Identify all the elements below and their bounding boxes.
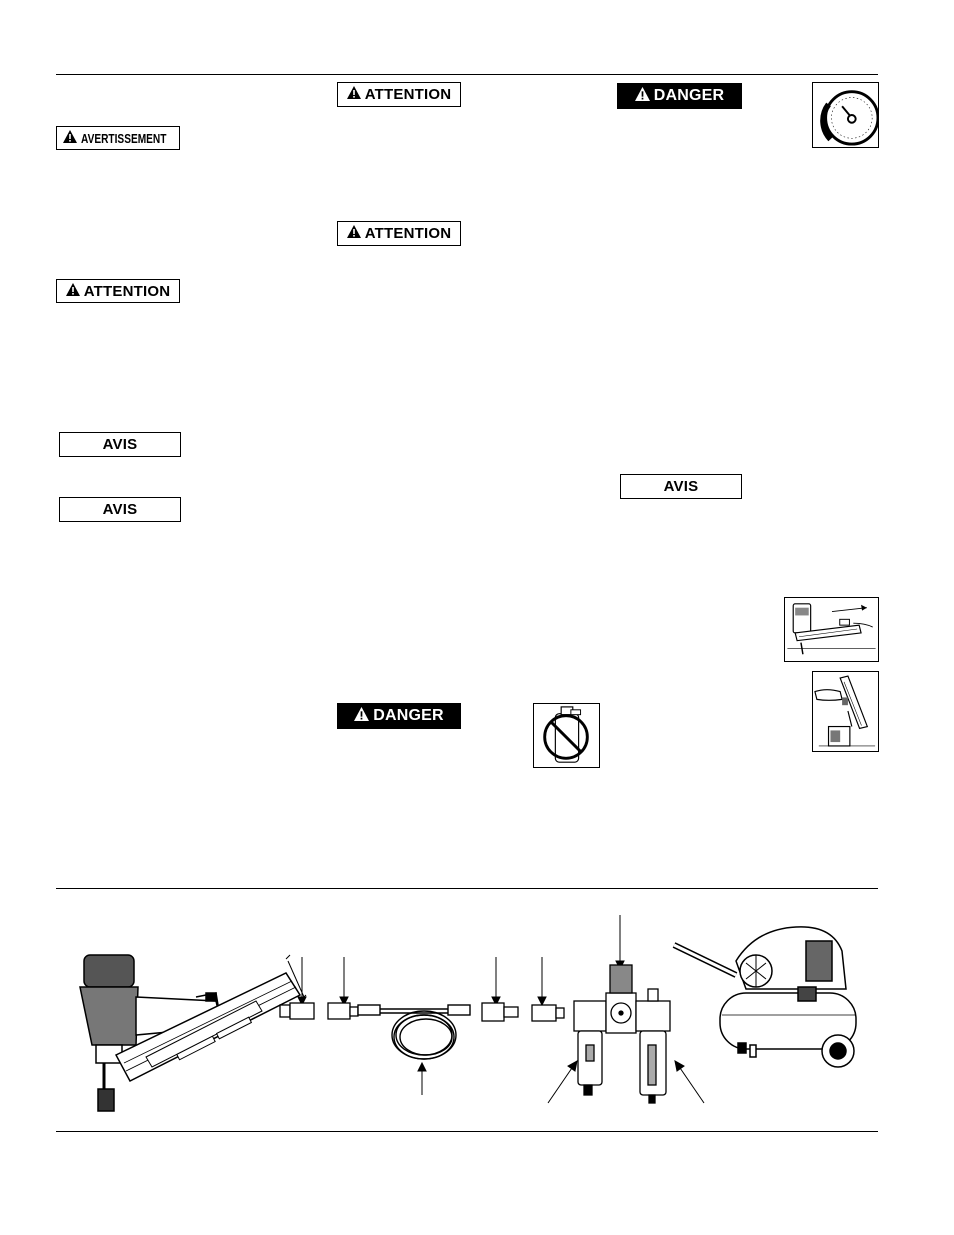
load-nails-icon [812,671,879,752]
warning-triangle-icon [347,225,361,242]
avis-badge-right [620,474,742,499]
air-hose-illustration [358,1005,470,1059]
attention-label: ATTENTION [364,86,452,103]
attention-label: ATTENTION [364,225,452,242]
avis-label: AVIS [102,501,138,518]
framing-nailer-illustration [80,955,306,1111]
warning-triangle-icon [354,707,369,726]
avis-badge-left-1 [59,432,181,457]
top-rule [56,74,878,75]
danger-badge-mid [337,703,461,729]
attention-badge-mid-2 [337,221,461,246]
attention-badge-left [56,279,180,303]
warning-triangle-icon [347,86,361,103]
avertissement-label: AVERTISSEMENT [81,130,167,146]
attention-label: ATTENTION [83,282,171,300]
air-connection-figure [56,905,878,1120]
figure-top-rule [56,888,878,889]
danger-badge-right [617,83,742,109]
danger-label: DANGER [373,707,444,724]
avertissement-badge [56,126,180,150]
attention-badge-mid-1 [337,82,461,107]
disconnect-air-icon [784,597,879,662]
figure-bottom-rule [56,1131,878,1132]
avis-badge-left-2 [59,497,181,522]
avis-label: AVIS [663,478,699,495]
warning-triangle-icon [63,130,77,146]
no-oxygen-bottle-icon [533,703,600,768]
air-compressor-illustration [674,927,856,1067]
danger-label: DANGER [653,87,725,104]
warning-triangle-icon [66,283,80,300]
warning-triangle-icon [635,87,650,106]
filter-regulator-lubricator-illustration [574,965,670,1103]
avis-label: AVIS [102,436,138,453]
pressure-gauge-icon [812,82,879,148]
